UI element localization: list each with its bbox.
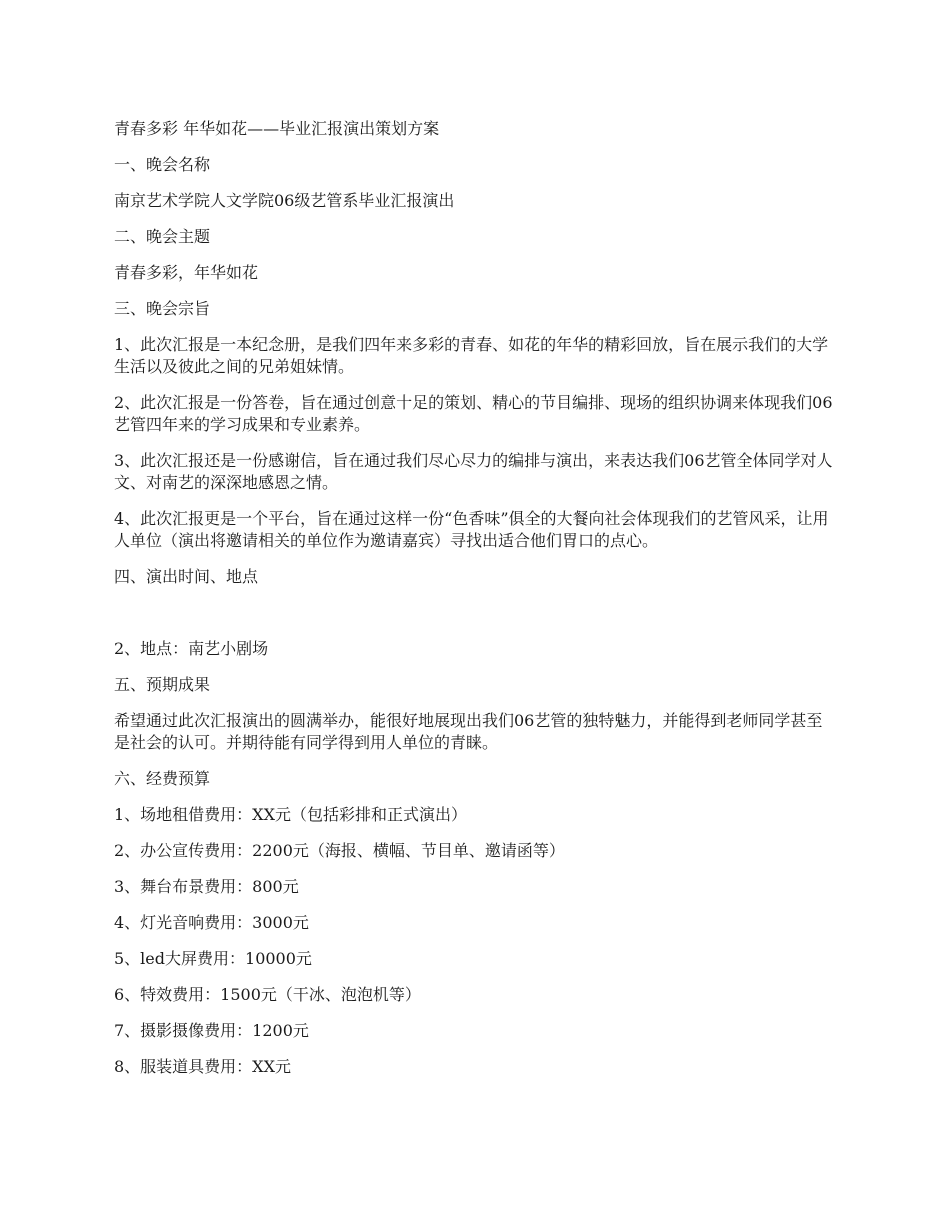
purpose-item: 4、此次汇报更是一个平台，旨在通过这样一份“色香味”俱全的大餐向社会体现我们的艺管风采，让用人单位（演出将邀请相关的单位作为邀请嘉宾）寻找出适合他们胃口的点心。 <box>114 509 829 550</box>
budget-item: 7、摄影摄像费用：1200元 <box>114 1021 309 1040</box>
section-heading-expected-results: 五、预期成果 <box>114 675 211 694</box>
expected-results-text: 希望通过此次汇报演出的圆满举办，能很好地展现出我们06艺管的独特魅力，并能得到老师同学甚至是社会的认可。并期待能有同学得到用人单位的青睐。 <box>114 711 823 752</box>
budget-item: 1、场地租借费用：XX元（包括彩排和正式演出） <box>114 805 467 824</box>
document-page <box>114 118 834 1092</box>
budget-item: 5、led大屏费用：10000元 <box>114 949 312 968</box>
section-heading-theme: 二、晚会主题 <box>114 227 211 246</box>
section-heading-purpose: 三、晚会宗旨 <box>114 299 211 318</box>
document-title: 青春多彩 年华如花——毕业汇报演出策划方案 <box>114 119 440 138</box>
purpose-item: 1、此次汇报是一本纪念册，是我们四年来多彩的青春、如花的年华的精彩回放，旨在展示我们的大学生活以及彼此之间的兄弟姐妹情。 <box>114 335 829 376</box>
location-text: 2、地点：南艺小剧场 <box>114 639 269 658</box>
budget-item: 6、特效费用：1500元（干冰、泡泡机等） <box>114 985 421 1004</box>
section-heading-event-name: 一、晚会名称 <box>114 155 211 174</box>
purpose-item: 3、此次汇报还是一份感谢信，旨在通过我们尽心尽力的编排与演出，来表达我们06艺管全体同学对人文、对南艺的深深地感恩之情。 <box>114 451 833 492</box>
theme-text: 青春多彩，年华如花 <box>114 263 259 282</box>
budget-item: 2、办公宣传费用：2200元（海报、横幅、节目单、邀请函等） <box>114 841 565 860</box>
budget-item: 8、服装道具费用：XX元 <box>114 1057 291 1076</box>
budget-item: 3、舞台布景费用：800元 <box>114 877 299 896</box>
event-name-text: 南京艺术学院人文学院06级艺管系毕业汇报演出 <box>114 191 455 210</box>
section-heading-time-location: 四、演出时间、地点 <box>114 567 259 586</box>
section-heading-budget: 六、经费预算 <box>114 769 211 788</box>
budget-item: 4、灯光音响费用：3000元 <box>114 913 309 932</box>
blank-line <box>114 602 834 638</box>
purpose-item: 2、此次汇报是一份答卷，旨在通过创意十足的策划、精心的节目编排、现场的组织协调来体现我们06艺管四年来的学习成果和专业素养。 <box>114 393 833 434</box>
